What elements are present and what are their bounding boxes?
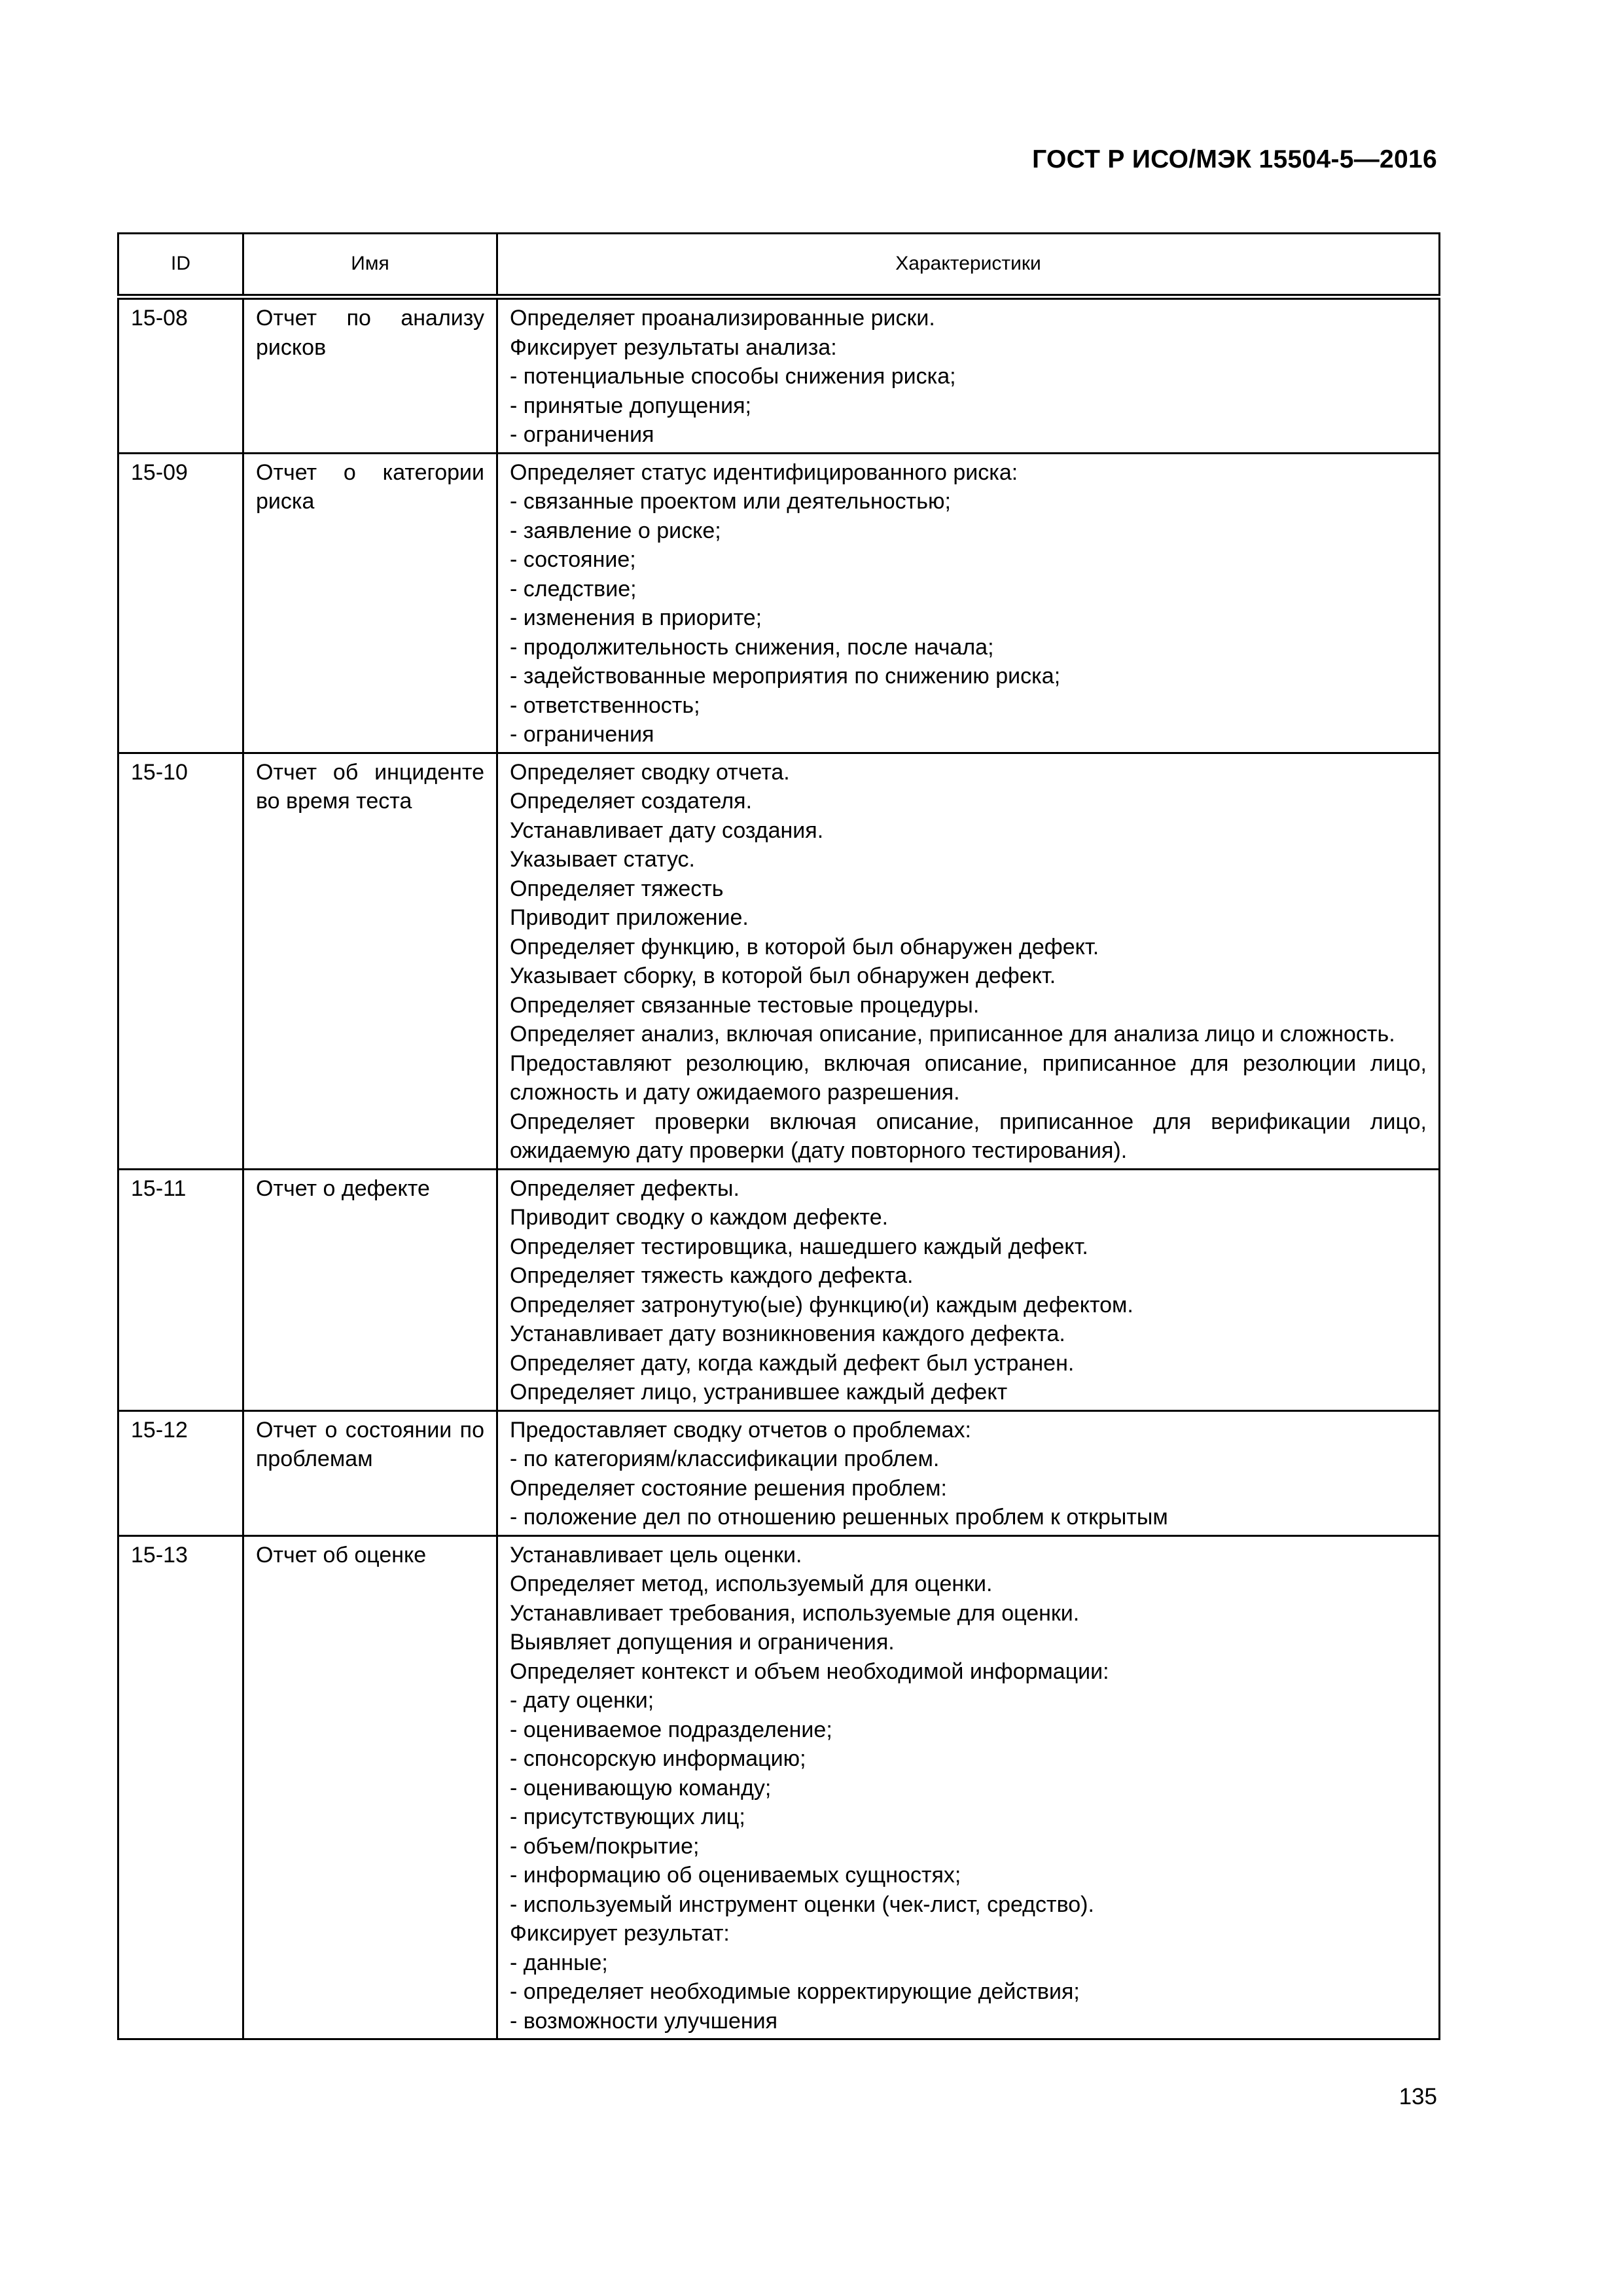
characteristic-line: - заявление о риске; [510,518,721,543]
characteristic-line: Определяет тяжесть [510,876,724,901]
characteristic-line: Устанавливает дату возникновения каждого дефекта. [510,1321,1065,1346]
characteristic-line: Определяет лицо, устранившее каждый дефект [510,1380,1008,1405]
characteristic-line: Определяет тяжесть каждого дефекта. [510,1263,914,1288]
page-number: 135 [1399,2084,1437,2109]
characteristic-line: Устанавливает требования, используемые для оценки. [510,1600,1080,1626]
characteristic-line: Определяет сводку отчета. [510,759,790,785]
row-name: Отчет об оценке [243,1535,497,2039]
characteristic-line: Предоставляет сводку отчетов о проблемах: [510,1417,971,1443]
row-characteristics [497,297,1440,454]
row-id: 15-12 [118,1410,243,1535]
characteristic-line: Приводит приложение. [510,905,749,930]
characteristic-line: - по категориям/классификации проблем. [510,1446,940,1471]
characteristic-line: - дату оценки; [510,1688,654,1713]
characteristics-table [117,232,1440,2040]
column-header-id: ID [118,234,243,297]
row-name: Отчет о дефекте [243,1169,497,1410]
characteristic-line: - ограничения [510,722,654,747]
characteristic-line: Определяет метод, используемый для оценки. [510,1571,993,1596]
row-id: 15-10 [118,753,243,1169]
table-row [118,753,1440,1169]
row-characteristics [497,1169,1440,1410]
row-characteristics [497,1410,1440,1535]
table-row [118,297,1440,454]
characteristic-line: - присутствующих лиц; [510,1804,745,1829]
characteristic-line: Определяет тестировщика, нашедшего каждый дефект. [510,1234,1088,1259]
row-name: Отчет по анализу рисков [243,297,497,454]
row-name: Отчет о категории риска [243,453,497,753]
characteristic-line: Указывает сборку, в которой был обнаружен дефект. [510,963,1056,988]
row-characteristics [497,753,1440,1169]
table-row [118,453,1440,753]
characteristic-line: - спонсорскую информацию; [510,1746,806,1771]
characteristic-line: Предоставляют резолюцию, включая описание, приписанное для резолюции лицо, сложность и дату ожидаемого разрешения. [510,1050,1427,1105]
row-characteristics [497,1535,1440,2039]
characteristic-line: Определяет дефекты. [510,1175,740,1201]
characteristic-line: Определяет функцию, в которой был обнаружен дефект. [510,934,1099,960]
characteristic-line: - продолжительность снижения, после начала; [510,634,994,660]
characteristic-line: Выявляет допущения и ограничения. [510,1630,895,1655]
characteristic-line: Определяет статус идентифицированного риска: [510,459,1018,485]
characteristic-line: Определяет контекст и объем необходимой информации: [510,1659,1109,1684]
characteristic-line: - принятые допущения; [510,393,751,418]
characteristic-line: - задействованные мероприятия по снижению риска; [510,664,1061,689]
characteristic-line: Определяет создателя. [510,789,753,814]
characteristic-line: - ограничения [510,422,654,447]
characteristic-line: Определяет состояние решения проблем: [510,1475,947,1501]
table-row [118,1535,1440,2039]
row-characteristics [497,453,1440,753]
table-header [118,234,1440,297]
characteristic-line: - оцениваемое подразделение; [510,1717,832,1742]
characteristic-line: - ответственность; [510,692,700,718]
characteristic-line: - данные; [510,1950,608,1975]
characteristic-line: Приводит сводку о каждом дефекте. [510,1205,889,1230]
characteristic-line: - определяет необходимые корректирующие действия; [510,1979,1080,2004]
characteristic-line: Определяет затронутую(ые) функцию(и) каждым дефектом. [510,1292,1133,1318]
characteristic-line: Указывает статус. [510,847,696,872]
characteristic-line: Определяет проанализированные риски. [510,306,935,331]
table-body [118,297,1440,2039]
characteristic-line: Определяет дату, когда каждый дефект был устранен. [510,1350,1075,1376]
characteristic-line: - потенциальные способы снижения риска; [510,364,956,389]
column-header-characteristics: Характеристики [497,234,1440,297]
characteristic-line: Фиксирует результаты анализа: [510,334,837,360]
row-id: 15-11 [118,1169,243,1410]
characteristic-line: - следствие; [510,576,637,601]
row-id: 15-09 [118,453,243,753]
characteristic-line: - объем/покрытие; [510,1833,700,1859]
table-row [118,1410,1440,1535]
row-id: 15-08 [118,297,243,454]
characteristic-line: - оценивающую команду; [510,1775,772,1801]
characteristic-line: - связанные проектом или деятельностью; [510,489,951,514]
characteristic-line: Устанавливает дату создания. [510,817,824,843]
characteristic-line: - положение дел по отношению решенных проблем к открытым [510,1505,1168,1530]
row-name: Отчет об инциденте во время теста [243,753,497,1169]
characteristic-line: Определяет анализ, включая описание, приписанное для анализа лицо и сложность. [510,1022,1395,1047]
characteristic-line: - информацию об оцениваемых сущностях; [510,1863,961,1888]
column-header-name: Имя [243,234,497,297]
row-id: 15-13 [118,1535,243,2039]
header-row [118,234,1440,297]
characteristic-line: - состояние; [510,547,636,572]
characteristic-line: Определяет проверки включая описание, приписанное для верификации лицо, ожидаемую дату проверки (дату повторного тестирования). [510,1109,1427,1163]
characteristic-line: Определяет связанные тестовые процедуры. [510,992,980,1018]
document-header: ГОСТ Р ИСО/МЭК 15504-5—2016 [1032,145,1437,173]
characteristic-line: Фиксирует результат: [510,1921,730,1946]
row-name: Отчет о состоянии по проблемам [243,1410,497,1535]
characteristic-line: - возможности улучшения [510,2008,778,2034]
characteristic-line: - изменения в приорите; [510,605,762,630]
characteristic-line: - используемый инструмент оценки (чек-лист, средство). [510,1892,1094,1917]
characteristic-line: Устанавливает цель оценки. [510,1542,802,1568]
table-row [118,1169,1440,1410]
